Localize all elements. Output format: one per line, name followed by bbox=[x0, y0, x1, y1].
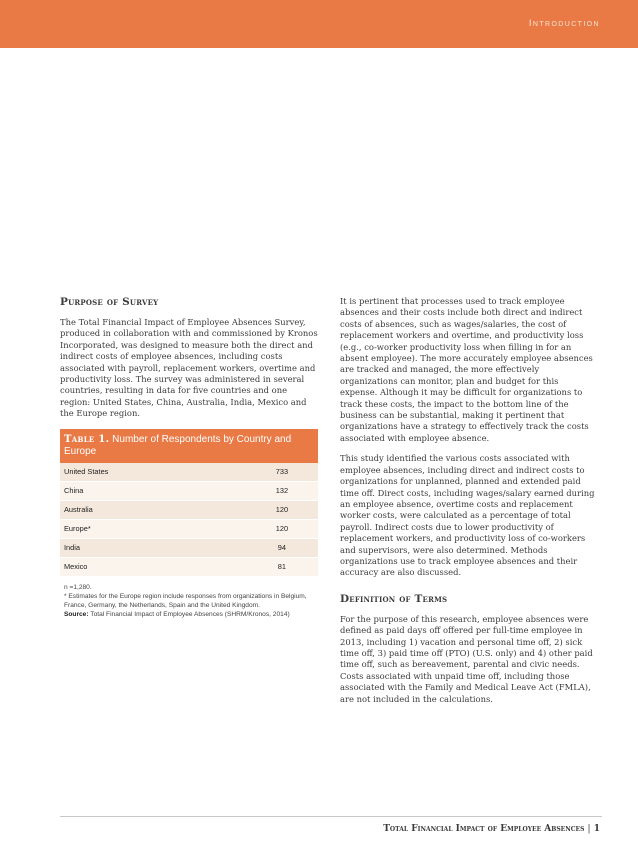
country-cell: China bbox=[60, 481, 246, 500]
tracking-paragraph: It is pertinent that processes used to track employee absences and their costs include both direct and indirect costs of absences, such as wages/salaries, the cost of replacement workers and overtime, and productivity loss (e.g., co-worker productivity loss when filling in for an absent employee). The more accurately employee absences are tracked and managed, the more effectively organizations can monitor, plan and budget for this expense. Although it may be difficult for organizations to track these costs, the impact to the bottom line of the business can be substantial, making it pertinent that organizations have a strategy to effectively track the costs associated with employee absence. bbox=[340, 296, 593, 443]
source-note bbox=[64, 610, 318, 619]
country-cell: United States bbox=[60, 463, 246, 482]
sample-size-note: n =1,280. bbox=[64, 583, 92, 591]
purpose-heading: Purpose of Survey bbox=[60, 296, 159, 308]
table-row bbox=[60, 519, 318, 538]
table-row bbox=[60, 538, 318, 557]
country-cell: India bbox=[60, 538, 246, 557]
table-row bbox=[60, 481, 318, 500]
section-title: Introduction bbox=[528, 18, 600, 29]
value-cell: 81 bbox=[246, 557, 318, 576]
value-cell: 733 bbox=[246, 463, 318, 482]
costs-paragraph: This study identified the various costs associated with employee absences, including direct and indirect costs to organizations for unplanned, planned and extended paid time off. Direct costs, including wages/salary earned during an employee absence, overtime costs and replacement worker costs, were calculated as a percentage of total payroll. Indirect costs due to lower productivity of replacement workers, and productivity loss of co-workers and supervisors, were also determined. Methods organizations use to track employee absences and their accuracy are also discussed. bbox=[340, 453, 595, 578]
page-number: 1 bbox=[593, 824, 600, 834]
country-cell: Europe* bbox=[60, 519, 246, 538]
footer-title: Total Financial Impact of Employee Absences bbox=[383, 824, 585, 834]
source-label: Source: bbox=[64, 610, 89, 618]
table-caption bbox=[60, 429, 318, 463]
value-cell: 94 bbox=[246, 538, 318, 557]
table-row bbox=[60, 500, 318, 519]
table-label: Table 1. bbox=[64, 433, 110, 445]
right-column bbox=[340, 296, 598, 714]
source-text: Total Financial Impact of Employee Absences (SHRM/Kronos, 2014) bbox=[90, 610, 290, 618]
footer-separator: | bbox=[587, 824, 591, 834]
header-banner bbox=[0, 0, 638, 48]
table-title: Number of Respondents by Country and Europe bbox=[64, 433, 292, 457]
respondents-table bbox=[60, 429, 318, 619]
definition-paragraph: For the purpose of this research, employee absences were defined as paid days off offered per full-time employee in 2013, including 1) vacation and personal time off, 2) sick time off, 3) paid time off (PTO) (U.S. only) and 4) other paid time off, such as bereavement, parental and civic needs. Costs associated with unpaid time off, including those associated with the Family and Medical Leave Act (FMLA), are not included in the calculations. bbox=[340, 613, 593, 704]
value-cell: 132 bbox=[246, 481, 318, 500]
table-row bbox=[60, 463, 318, 482]
value-cell: 120 bbox=[246, 519, 318, 538]
table-body bbox=[60, 463, 318, 576]
purpose-paragraph: The Total Financial Impact of Employee Absences Survey, produced in collaboration with and commissioned by Kronos Incorporated, was designed to measure both the direct and indirect costs of employee absences, including costs associated with payroll, replacement workers, overtime and productivity loss. The survey was administered in several countries, resulting in data for five countries and one region: United States, China, Australia, India, Mexico and the Europe region. bbox=[60, 317, 318, 419]
europe-footnote: * Estimates for the Europe region include responses from organizations in Belgium, France, Germany, the Netherlands, Spain and the United Kingdom. bbox=[64, 592, 307, 609]
footer-divider bbox=[60, 816, 602, 817]
page-footer bbox=[383, 824, 600, 834]
country-cell: Australia bbox=[60, 500, 246, 519]
value-cell: 120 bbox=[246, 500, 318, 519]
table-notes bbox=[60, 583, 318, 619]
table-row bbox=[60, 557, 318, 576]
definition-heading: Definition of Terms bbox=[340, 592, 448, 605]
country-cell: Mexico bbox=[60, 557, 246, 576]
left-column bbox=[60, 296, 318, 619]
